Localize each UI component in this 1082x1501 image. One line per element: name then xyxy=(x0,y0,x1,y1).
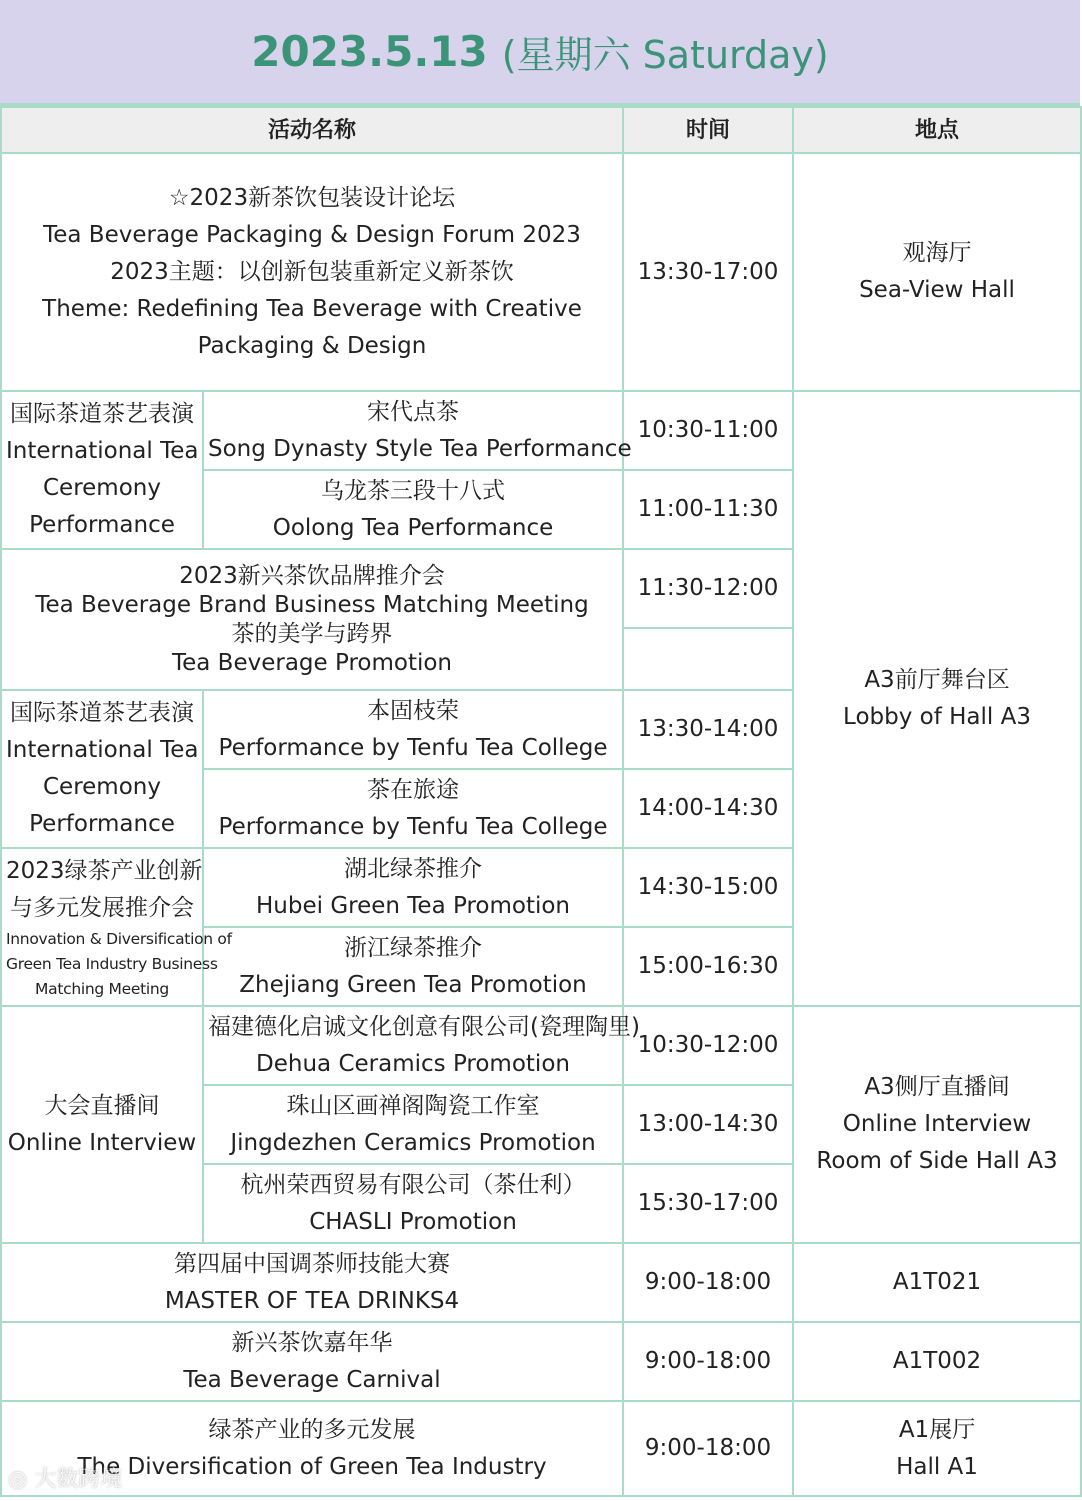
event-master: 第四届中国调茶师技能大赛 MASTER OF TEA DRINKS4 xyxy=(1,1243,623,1322)
table-row xyxy=(1,1322,1081,1401)
event-name: 珠山区画禅阁陶瓷工作室 Jingdezhen Ceramics Promotion xyxy=(203,1085,623,1164)
watermark-text: 大数跨境 xyxy=(34,1467,123,1492)
event-time-empty xyxy=(623,628,793,690)
event-time: 13:00-14:30 xyxy=(623,1085,793,1164)
event-name: 本固枝荣 Performance by Tenfu Tea College xyxy=(203,690,623,769)
event-diversify: 绿茶产业的多元发展 The Diversification of Green Tea Industry xyxy=(1,1401,623,1496)
event-time: 11:30-12:00 xyxy=(623,549,793,628)
event-time: 15:00-16:30 xyxy=(623,927,793,1006)
event-venue: A1T002 xyxy=(793,1322,1081,1401)
event-name: 乌龙茶三段十八式 Oolong Tea Performance xyxy=(203,470,623,549)
date-banner xyxy=(0,0,1080,106)
banner-day: (星期六 Saturday) xyxy=(501,33,829,77)
event-brand: 2023新兴茶饮品牌推介会 Tea Beverage Brand Business Matching Meeting 茶的美学与跨界 Tea Beverage Promotion xyxy=(1,549,623,690)
group-ceremony-1: 国际茶道茶艺表演 International Tea Ceremony Performance xyxy=(1,391,203,549)
event-time: 11:00-11:30 xyxy=(623,470,793,549)
group-ceremony-2: 国际茶道茶艺表演 International Tea Ceremony Performance xyxy=(1,690,203,848)
event-time: 10:30-11:00 xyxy=(623,391,793,470)
venue-online: A3侧厅直播间 Online Interview Room of Side Hall A3 xyxy=(793,1006,1081,1243)
venue-lobby: A3前厅舞台区 Lobby of Hall A3 xyxy=(793,391,1081,1006)
event-time: 10:30-12:00 xyxy=(623,1006,793,1085)
group-green-tea: 2023绿茶产业创新 与多元发展推介会 Innovation & Diversification of Green Tea Industry Business Matching Meeting xyxy=(1,848,203,1006)
table-row xyxy=(1,1243,1081,1322)
group-online: 大会直播间 Online Interview xyxy=(1,1006,203,1243)
event-venue: A1展厅 Hall A1 xyxy=(793,1401,1081,1496)
event-venue: A1T021 xyxy=(793,1243,1081,1322)
event-name: 杭州荣西贸易有限公司（茶仕利） CHASLI Promotion xyxy=(203,1164,623,1243)
event-name: 湖北绿茶推介 Hubei Green Tea Promotion xyxy=(203,848,623,927)
header-venue: 地点 xyxy=(793,107,1081,153)
header-name: 活动名称 xyxy=(1,107,623,153)
event-time: 13:30-14:00 xyxy=(623,690,793,769)
event-carnival: 新兴茶饮嘉年华 Tea Beverage Carnival xyxy=(1,1322,623,1401)
event-time: 9:00-18:00 xyxy=(623,1243,793,1322)
event-time: 15:30-17:00 xyxy=(623,1164,793,1243)
event-time: 13:30-17:00 xyxy=(623,153,793,391)
table-row xyxy=(1,1006,1081,1085)
banner-date: 2023.5.13 xyxy=(251,27,488,76)
table-row xyxy=(1,153,1081,391)
event-time: 9:00-18:00 xyxy=(623,1322,793,1401)
watermark-logo-icon: ◎ xyxy=(8,1467,28,1492)
event-time: 14:30-15:00 xyxy=(623,848,793,927)
header-row xyxy=(1,107,1081,153)
event-time: 14:00-14:30 xyxy=(623,769,793,848)
event-forum: ☆2023新茶饮包装设计论坛 Tea Beverage Packaging & Design Forum 2023 2023主题：以创新包装重新定义新茶饮 Theme: Redefining Tea Beverage with Creative Packaging & Design xyxy=(1,153,623,391)
event-time: 9:00-18:00 xyxy=(623,1401,793,1496)
table-row xyxy=(1,391,1081,470)
table-row xyxy=(1,1401,1081,1496)
header-time: 时间 xyxy=(623,107,793,153)
event-name: 茶在旅途 Performance by Tenfu Tea College xyxy=(203,769,623,848)
event-name: 宋代点茶 Song Dynasty Style Tea Performance xyxy=(203,391,623,470)
event-name: 福建德化启诚文化创意有限公司(瓷理陶里) Dehua Ceramics Promotion xyxy=(203,1006,623,1085)
watermark xyxy=(8,1462,122,1493)
event-name: 浙江绿茶推介 Zhejiang Green Tea Promotion xyxy=(203,927,623,1006)
schedule-table xyxy=(0,106,1082,1497)
event-venue: 观海厅 Sea-View Hall xyxy=(793,153,1081,391)
